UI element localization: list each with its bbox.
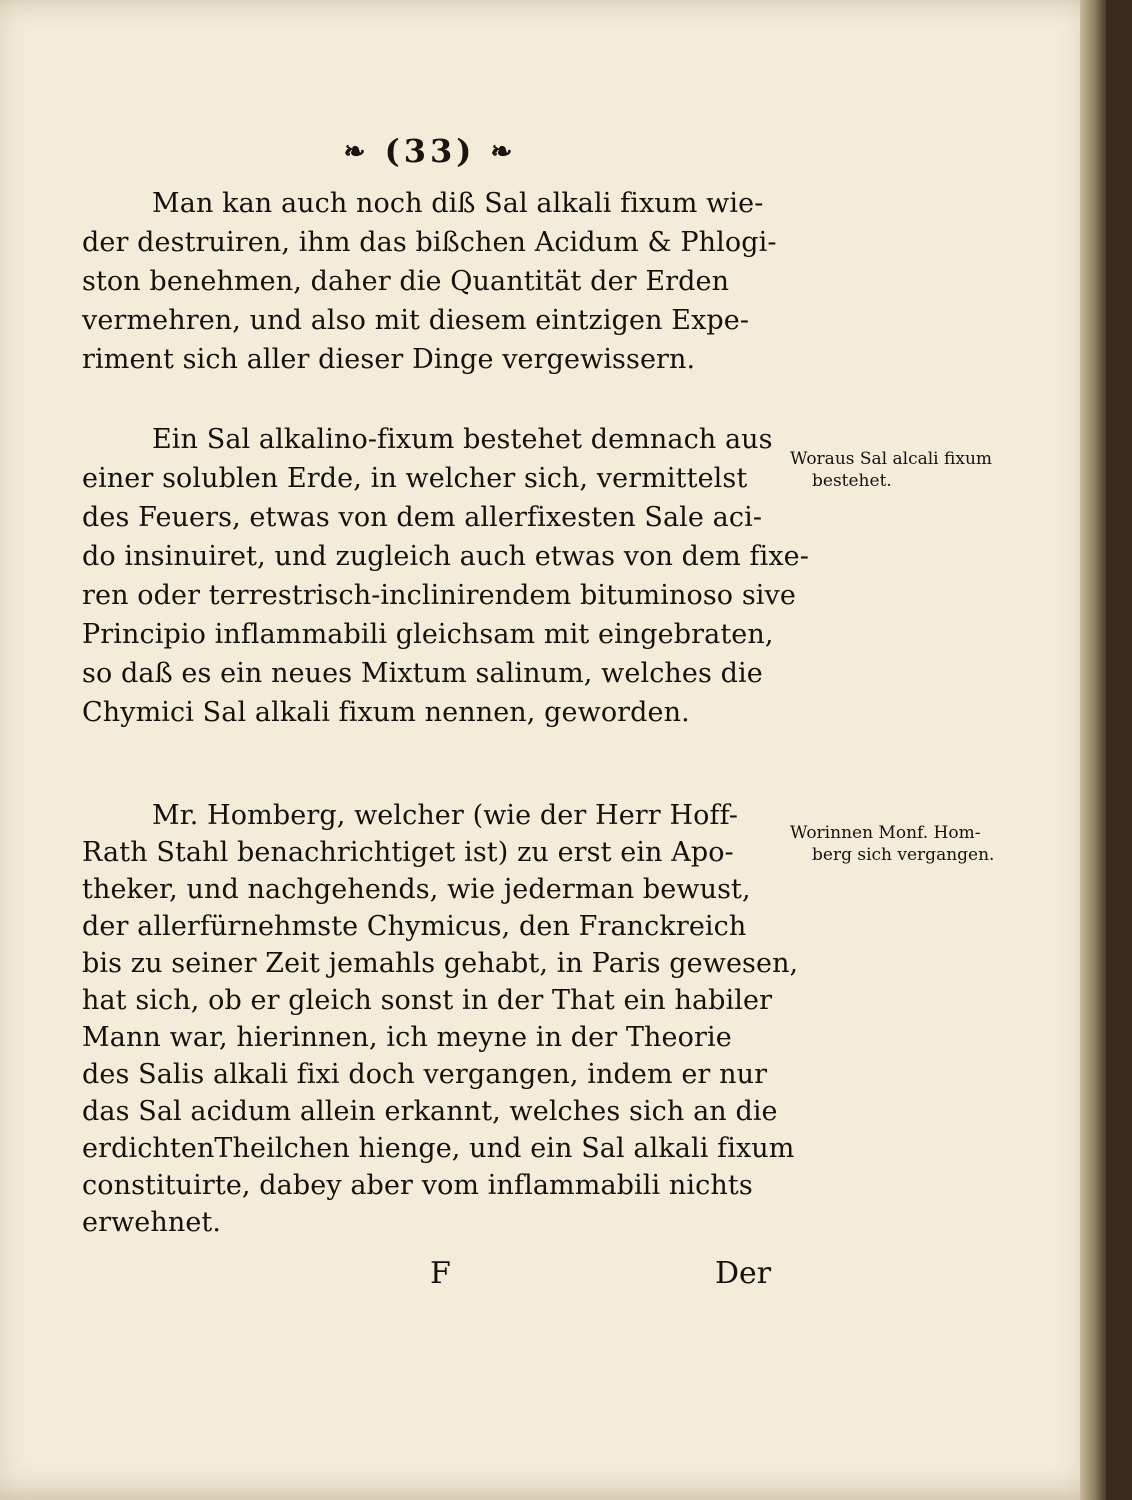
running-head: [300, 132, 560, 170]
text-line: bis zu seiner Zeit jemahls gehabt, in Paris gewesen,: [82, 948, 799, 979]
text-line: theker, und nachgehends, wie jederman bewust,: [82, 874, 751, 905]
text-line: Principio inflammabili gleichsam mit eingebraten,: [82, 619, 774, 650]
marginal-note-2: [790, 822, 1050, 866]
text-line: Man kan auch noch diß Sal alkali fixum wie-: [152, 188, 764, 219]
text-line: so daß es ein neues Mixtum salinum, welches die: [82, 658, 763, 689]
paragraph-3: [82, 797, 799, 1241]
text-line: der allerfürnehmste Chymicus, den Franckreich: [82, 911, 747, 942]
text-line: des Salis alkali fixi doch vergangen, indem er nur: [82, 1059, 768, 1090]
catchword: Der: [715, 1256, 772, 1291]
text-line: vermehren, und also mit diesem eintzigen Expe-: [82, 305, 750, 336]
text-line: do insinuiret, und zugleich auch etwas von dem fixe-: [82, 541, 809, 572]
paragraph-1: [82, 184, 782, 379]
marginal-line: berg sich vergangen.: [812, 845, 995, 865]
marginal-line: bestehet.: [812, 471, 892, 491]
text-line: einer solublen Erde, in welcher sich, vermittelst: [82, 463, 748, 494]
marginal-note-1: [790, 448, 1050, 492]
header-ornament-left-icon: ❧: [343, 137, 370, 167]
page-edge: [1080, 0, 1106, 1500]
signature-mark: F: [430, 1256, 451, 1291]
text-line: hat sich, ob er gleich sonst in der That ein habiler: [82, 985, 773, 1016]
marginal-line: Worinnen Monf. Hom-: [790, 823, 981, 843]
text-line: erdichtenTheilchen hienge, und ein Sal alkali fixum: [82, 1133, 795, 1164]
text-line: Ein Sal alkalino-fixum bestehet demnach aus: [152, 424, 773, 455]
text-line: ston benehmen, daher die Quantität der Erden: [82, 266, 730, 297]
text-line: Mann war, hierinnen, ich meyne in der Theorie: [82, 1022, 732, 1053]
text-line: constituirte, dabey aber vom inflammabili nichts: [82, 1170, 753, 1201]
text-line: erwehnet.: [82, 1207, 222, 1238]
marginal-line: Woraus Sal alcali fixum: [790, 449, 993, 469]
header-ornament-right-icon: ❧: [490, 137, 517, 167]
text-line: ren oder terrestrisch-inclinirendem bituminoso sive: [82, 580, 796, 611]
text-line: riment sich aller dieser Dinge vergewissern.: [82, 344, 696, 375]
text-line: Rath Stahl benachrichtiget ist) zu erst ein Apo-: [82, 837, 734, 868]
text-line: Mr. Homberg, welcher (wie der Herr Hoff-: [152, 800, 738, 831]
text-line: Chymici Sal alkali fixum nennen, geworden.: [82, 697, 690, 728]
text-line: des Feuers, etwas von dem allerfixesten Sale aci-: [82, 502, 763, 533]
paragraph-2: [82, 420, 809, 732]
text-line: der destruiren, ihm das bißchen Acidum & Phlogi-: [82, 227, 777, 258]
text-line: das Sal acidum allein erkannt, welches sich an die: [82, 1096, 778, 1127]
page-number: (33): [384, 132, 476, 170]
